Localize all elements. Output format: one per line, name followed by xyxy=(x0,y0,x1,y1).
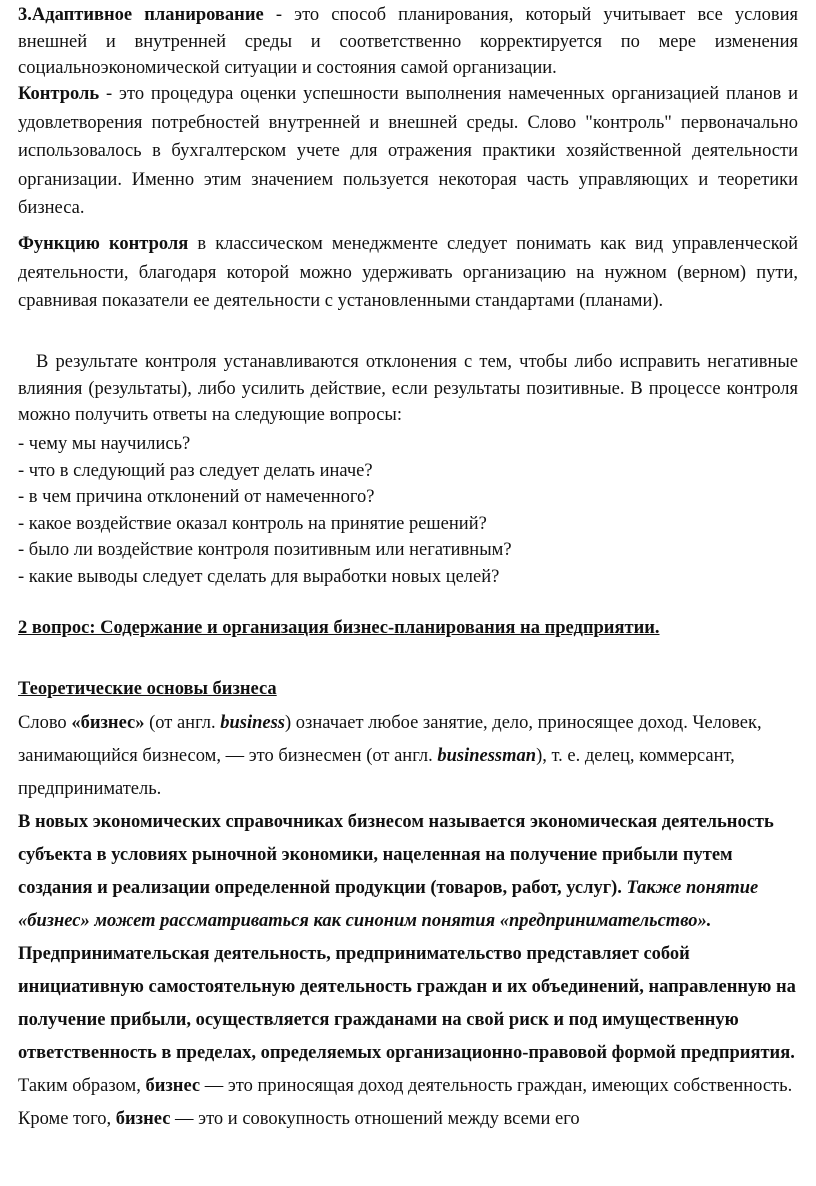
adaptive-planning-paragraph xyxy=(18,2,798,82)
control-function-paragraph xyxy=(18,230,798,316)
list-item: - какое воздействие оказал контроль на принятие решений? xyxy=(18,513,487,534)
control-text: - это процедура оценки успешности выполнения намеченных организацией планов и удовлетворения потребностей внутренней и внешней среды. Слово "контроль" первоначально использовалось в бухгалтерском учете для отражения практики хозяйственной деятельности организации. Именно этим значением пользуется некоторая часть управляющих и теоретики бизнеса. xyxy=(18,84,798,218)
text-run: — это и совокупность отношений между всеми его xyxy=(170,1109,580,1129)
business-term: бизнес xyxy=(115,1109,171,1129)
business-term: «бизнес» xyxy=(71,713,145,733)
text-run: ) означает любое занятие, дело, приносящее доход. Человек, занимающийся бизнесом, — это бизнесмен (от англ. xyxy=(18,713,762,766)
control-questions-list xyxy=(18,431,798,590)
text-run: Слово xyxy=(18,713,72,733)
business-definition-paragraph xyxy=(18,707,798,806)
business-term: бизнес xyxy=(145,1076,201,1096)
conclusion-paragraph xyxy=(18,1070,798,1136)
list-item: - что в следующий раз следует делать иначе? xyxy=(18,460,373,481)
question-2-heading: 2 вопрос: Содержание и организация бизнес-планирования на предприятии. xyxy=(18,618,660,638)
text-run: — это приносящая доход деятельность граждан, имеющих собственность. Кроме того, xyxy=(18,1076,793,1129)
text-run: Таким образом, xyxy=(18,1076,146,1096)
entrepreneurship-paragraph: Предпринимательская деятельность, предпринимательство представляет собой инициативную самостоятельную деятельность граждан и их объединений, направленную на получение прибыли, осуществляется гражданами на свой риск и под имущественную ответственность в пределах, определяемых организационно-правовой формой предприятия. xyxy=(18,944,796,1063)
synonym-note: Также понятие «бизнес» может рассматриваться как синоним понятия «предпринимательство». xyxy=(18,878,759,931)
control-term: Контроль xyxy=(18,84,100,104)
adaptive-planning-term: 3.Адаптивное планирование xyxy=(18,5,264,25)
list-item: - чему мы научились? xyxy=(18,434,191,454)
list-item: - было ли воздействие контроля позитивным или негативным? xyxy=(18,540,512,560)
economic-definition-paragraph xyxy=(18,806,798,938)
control-function-term: Функцию контроля xyxy=(18,234,189,254)
business-theory-body xyxy=(18,707,798,1136)
text-run: (от англ. xyxy=(144,713,221,733)
text-run: В новых экономических справочниках бизнесом называется экономическая деятельность субъекта в условиях рыночной экономики, нацеленная на получение прибыли путем создания и реализации определенной продукции (товаров, работ, услуг). xyxy=(18,812,774,898)
list-item: - какие выводы следует сделать для выработки новых целей? xyxy=(18,566,500,587)
control-paragraph xyxy=(18,80,798,223)
text-run: ), т. е. делец, коммерсант, предприниматель. xyxy=(18,746,735,799)
adaptive-planning-text: - это способ планирования, который учитывает все условия внешней и внутренней среды и соответственно корректируется по мере изменения социальноэкономической ситуации и состояния самой организации. xyxy=(18,5,798,78)
english-business-term: business xyxy=(220,713,285,733)
control-function-text: в классическом менеджменте следует понимать как вид управленческой деятельности, благодаря которой можно удерживать организацию на нужном (верном) пути, сравнивая показатели ее деятельности с установленными стандартами (планами). xyxy=(18,234,799,311)
control-result-paragraph: В результате контроля устанавливаются отклонения с тем, чтобы либо исправить негативные влияния (результаты), либо усилить действие, если результаты позитивные. В процессе контроля можно получить ответы на следующие вопросы: xyxy=(18,352,798,425)
english-businessman-term: businessman xyxy=(437,746,537,766)
business-theory-heading: Теоретические основы бизнеса xyxy=(18,679,277,699)
list-item: - в чем причина отклонений от намеченного? xyxy=(18,487,375,507)
